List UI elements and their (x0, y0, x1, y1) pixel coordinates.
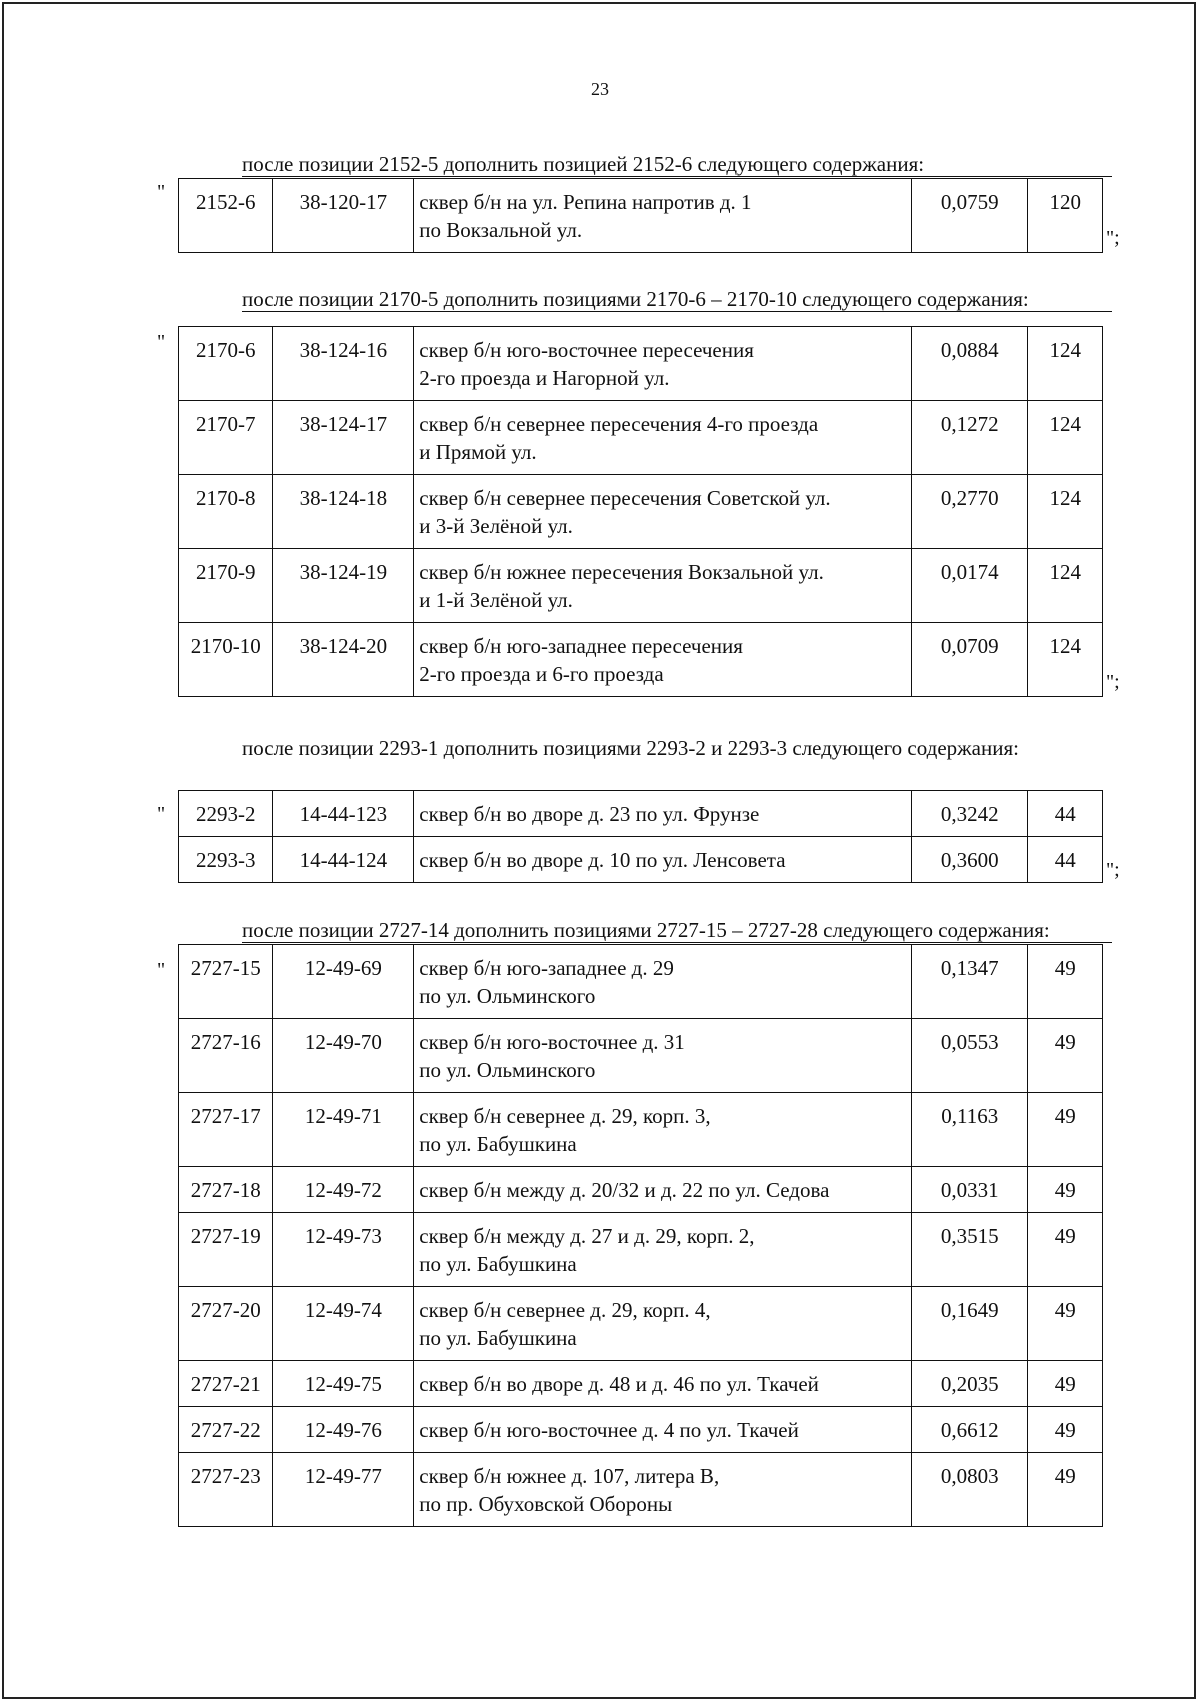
square-name-cell (414, 1019, 912, 1093)
closing-quote: "; (1106, 671, 1120, 693)
area-cell: 0,3242 (911, 791, 1027, 837)
cadastral-code-cell: 38-124-19 (272, 549, 414, 623)
square-name-cell (414, 401, 912, 475)
area-cell: 0,0759 (911, 179, 1027, 253)
cadastral-code-cell: 38-124-16 (272, 327, 414, 401)
square-name-line: сквер б/н юго-восточнее д. 31 (419, 1030, 685, 1054)
opening-quote: " (157, 959, 166, 981)
cadastral-code-cell: 12-49-69 (272, 945, 414, 1019)
district-number-cell: 124 (1027, 475, 1102, 549)
district-number-cell: 44 (1027, 791, 1102, 837)
cadastral-code-cell: 12-49-73 (272, 1213, 414, 1287)
closing-quote: "; (1106, 859, 1120, 881)
table-row (179, 1287, 1103, 1361)
cadastral-code-cell: 12-49-76 (272, 1407, 414, 1453)
section-intro: после позиции 2152-5 дополнить позицией 2152-6 следующего содержания: (242, 152, 1112, 177)
square-name-line: сквер б/н южнее пересечения Вокзальной ул. (419, 560, 824, 584)
square-name-line: сквер б/н во дворе д. 48 и д. 46 по ул. Ткачей (419, 1372, 819, 1396)
cadastral-code-cell: 38-124-18 (272, 475, 414, 549)
square-name-line: сквер б/н между д. 20/32 и д. 22 по ул. Седова (419, 1178, 830, 1202)
district-number-cell: 124 (1027, 327, 1102, 401)
opening-quote: " (157, 803, 166, 825)
position-number-cell: 2727-20 (179, 1287, 273, 1361)
square-name-cell (414, 1361, 912, 1407)
square-name-line: сквер б/н севернее д. 29, корп. 3, (419, 1104, 711, 1128)
positions-table (178, 326, 1103, 697)
area-cell: 0,0803 (911, 1453, 1027, 1527)
square-name-line: сквер б/н во дворе д. 10 по ул. Ленсовета (419, 848, 786, 872)
square-name-cell (414, 1287, 912, 1361)
square-name-line: 2-го проезда и 6-го проезда (419, 662, 664, 686)
position-number-cell: 2727-21 (179, 1361, 273, 1407)
square-name-line: сквер б/н во дворе д. 23 по ул. Фрунзе (419, 802, 760, 826)
district-number-cell: 120 (1027, 179, 1102, 253)
square-name-cell (414, 327, 912, 401)
table-row (179, 623, 1103, 697)
table-row (179, 791, 1103, 837)
area-cell: 0,1649 (911, 1287, 1027, 1361)
table-row (179, 549, 1103, 623)
position-number-cell: 2170-10 (179, 623, 273, 697)
area-cell: 0,1163 (911, 1093, 1027, 1167)
position-number-cell: 2293-3 (179, 837, 273, 883)
cadastral-code-cell: 38-124-20 (272, 623, 414, 697)
area-cell: 0,0174 (911, 549, 1027, 623)
table-row (179, 945, 1103, 1019)
square-name-line: сквер б/н севернее пересечения 4-го проезда (419, 412, 819, 436)
position-number-cell: 2727-22 (179, 1407, 273, 1453)
square-name-line: по ул. Ольминского (419, 1058, 596, 1082)
square-name-cell (414, 1453, 912, 1527)
district-number-cell: 49 (1027, 1407, 1102, 1453)
square-name-line: по ул. Бабушкина (419, 1132, 577, 1156)
area-cell: 0,3600 (911, 837, 1027, 883)
table-row (179, 1019, 1103, 1093)
section-intro: после позиции 2293-1 дополнить позициями 2293-2 и 2293-3 следующего содержания: (242, 736, 1019, 760)
district-number-cell: 49 (1027, 1361, 1102, 1407)
table-row (179, 1167, 1103, 1213)
table-row (179, 179, 1103, 253)
cadastral-code-cell: 12-49-70 (272, 1019, 414, 1093)
position-number-cell: 2152-6 (179, 179, 273, 253)
square-name-cell (414, 179, 912, 253)
district-number-cell: 49 (1027, 1019, 1102, 1093)
cadastral-code-cell: 12-49-74 (272, 1287, 414, 1361)
table-row (179, 1093, 1103, 1167)
position-number-cell: 2727-18 (179, 1167, 273, 1213)
position-number-cell: 2170-6 (179, 327, 273, 401)
square-name-cell (414, 837, 912, 883)
cadastral-code-cell: 12-49-71 (272, 1093, 414, 1167)
position-number-cell: 2170-8 (179, 475, 273, 549)
position-number-cell: 2727-19 (179, 1213, 273, 1287)
table-row (179, 1453, 1103, 1527)
square-name-cell (414, 791, 912, 837)
area-cell: 0,1272 (911, 401, 1027, 475)
position-number-cell: 2170-7 (179, 401, 273, 475)
position-number-cell: 2727-16 (179, 1019, 273, 1093)
square-name-line: 2-го проезда и Нагорной ул. (419, 366, 670, 390)
page-number: 23 (591, 79, 609, 99)
square-name-line: по Вокзальной ул. (419, 218, 583, 242)
district-number-cell: 49 (1027, 945, 1102, 1019)
area-cell: 0,6612 (911, 1407, 1027, 1453)
square-name-cell (414, 1407, 912, 1453)
square-name-line: сквер б/н юго-восточнее д. 4 по ул. Ткачей (419, 1418, 799, 1442)
positions-table (178, 944, 1103, 1527)
square-name-line: сквер б/н юго-западнее д. 29 (419, 956, 674, 980)
position-number-cell: 2727-17 (179, 1093, 273, 1167)
opening-quote: " (157, 331, 166, 353)
area-cell: 0,0884 (911, 327, 1027, 401)
square-name-line: сквер б/н севернее пересечения Советской ул. (419, 486, 831, 510)
position-number-cell: 2727-23 (179, 1453, 273, 1527)
district-number-cell: 49 (1027, 1287, 1102, 1361)
cadastral-code-cell: 12-49-75 (272, 1361, 414, 1407)
district-number-cell: 49 (1027, 1167, 1102, 1213)
area-cell: 0,0709 (911, 623, 1027, 697)
cadastral-code-cell: 12-49-77 (272, 1453, 414, 1527)
square-name-cell (414, 1213, 912, 1287)
area-cell: 0,2035 (911, 1361, 1027, 1407)
district-number-cell: 124 (1027, 623, 1102, 697)
square-name-cell (414, 475, 912, 549)
square-name-line: по пр. Обуховской Обороны (419, 1492, 673, 1516)
area-cell: 0,0553 (911, 1019, 1027, 1093)
square-name-line: и 1-й Зелёной ул. (419, 588, 573, 612)
table-row (179, 1361, 1103, 1407)
cadastral-code-cell: 38-124-17 (272, 401, 414, 475)
cadastral-code-cell: 14-44-123 (272, 791, 414, 837)
square-name-cell (414, 623, 912, 697)
square-name-line: сквер б/н севернее д. 29, корп. 4, (419, 1298, 711, 1322)
square-name-line: сквер б/н юго-западнее пересечения (419, 634, 743, 658)
section-intro: после позиции 2727-14 дополнить позициями 2727-15 – 2727-28 следующего содержания: (242, 918, 1112, 943)
cadastral-code-cell: 38-120-17 (272, 179, 414, 253)
square-name-line: сквер б/н юго-восточнее пересечения (419, 338, 754, 362)
table-row (179, 837, 1103, 883)
square-name-cell (414, 945, 912, 1019)
district-number-cell: 49 (1027, 1453, 1102, 1527)
district-number-cell: 124 (1027, 401, 1102, 475)
cadastral-code-cell: 12-49-72 (272, 1167, 414, 1213)
district-number-cell: 49 (1027, 1213, 1102, 1287)
section-intro: после позиции 2170-5 дополнить позициями 2170-6 – 2170-10 следующего содержания: (242, 287, 1112, 312)
position-number-cell: 2727-15 (179, 945, 273, 1019)
district-number-cell: 49 (1027, 1093, 1102, 1167)
square-name-cell (414, 1167, 912, 1213)
square-name-line: и 3-й Зелёной ул. (419, 514, 573, 538)
area-cell: 0,3515 (911, 1213, 1027, 1287)
square-name-cell (414, 549, 912, 623)
square-name-line: сквер б/н на ул. Репина напротив д. 1 (419, 190, 752, 214)
closing-quote: "; (1106, 227, 1120, 249)
table-row (179, 475, 1103, 549)
square-name-line: сквер б/н южнее д. 107, литера В, (419, 1464, 720, 1488)
area-cell: 0,0331 (911, 1167, 1027, 1213)
cadastral-code-cell: 14-44-124 (272, 837, 414, 883)
square-name-cell (414, 1093, 912, 1167)
position-number-cell: 2170-9 (179, 549, 273, 623)
area-cell: 0,1347 (911, 945, 1027, 1019)
square-name-line: по ул. Ольминского (419, 984, 596, 1008)
positions-table (178, 178, 1103, 253)
position-number-cell: 2293-2 (179, 791, 273, 837)
table-row (179, 1213, 1103, 1287)
table-row (179, 401, 1103, 475)
positions-table (178, 790, 1103, 883)
district-number-cell: 124 (1027, 549, 1102, 623)
table-row (179, 327, 1103, 401)
area-cell: 0,2770 (911, 475, 1027, 549)
square-name-line: и Прямой ул. (419, 440, 537, 464)
square-name-line: по ул. Бабушкина (419, 1252, 577, 1276)
square-name-line: сквер б/н между д. 27 и д. 29, корп. 2, (419, 1224, 755, 1248)
square-name-line: по ул. Бабушкина (419, 1326, 577, 1350)
table-row (179, 1407, 1103, 1453)
district-number-cell: 44 (1027, 837, 1102, 883)
opening-quote: " (157, 181, 166, 203)
